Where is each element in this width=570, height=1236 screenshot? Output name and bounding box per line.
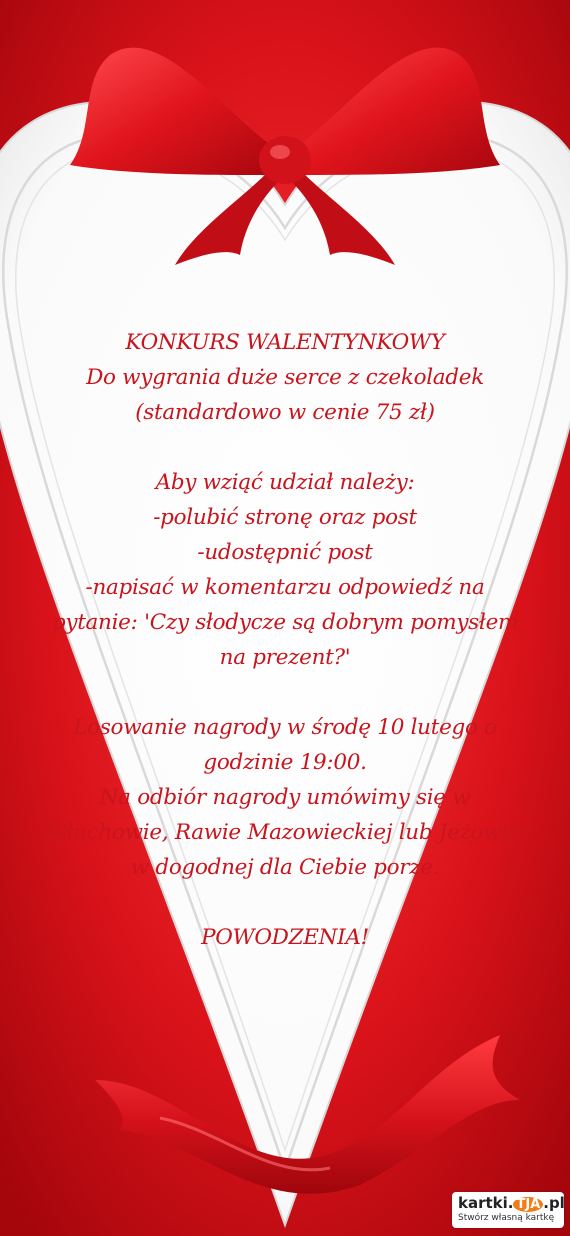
rule-comment: -napisać w komentarzu odpowiedź na bbox=[85, 575, 485, 600]
rule-question-end: na prezent?' bbox=[219, 645, 351, 670]
spacer bbox=[20, 430, 550, 465]
logo-tagline: Stwórz własną kartkę bbox=[458, 1213, 555, 1223]
logo-badge: TJA bbox=[513, 1197, 543, 1212]
price-line: (standardowo w cenie 75 zł) bbox=[135, 400, 435, 425]
rule-share: -udostępnić post bbox=[197, 540, 373, 565]
pickup-info: Na odbiór nagrody umówimy się w bbox=[99, 785, 471, 810]
draw-time: godzinie 19:00. bbox=[203, 750, 367, 775]
good-luck: POWODZENIA! bbox=[201, 925, 369, 950]
kartki-logo[interactable] bbox=[452, 1192, 564, 1228]
pickup-time: w dogodnej dla Ciebie porze. bbox=[130, 855, 440, 880]
draw-date: Losowanie nagrody w środę 10 lutego o bbox=[73, 715, 497, 740]
prize-line: Do wygrania duże serce z czekoladek bbox=[86, 365, 484, 390]
pickup-places: Głuchowie, Rawie Mazowieckiej lub Jeżowie bbox=[49, 820, 521, 845]
rule-like: -polubić stronę oraz post bbox=[153, 505, 417, 530]
logo-brand: kartki. TJA .pl bbox=[458, 1194, 565, 1212]
spacer bbox=[20, 885, 550, 920]
headline: KONKURS WALENTYNKOWY bbox=[125, 330, 445, 355]
rules-heading: Aby wziąć udział należy: bbox=[155, 470, 415, 495]
card-message bbox=[20, 325, 550, 955]
spacer bbox=[20, 675, 550, 710]
rule-question: pytanie: 'Czy słodycze są dobrym pomysłem bbox=[51, 610, 519, 635]
